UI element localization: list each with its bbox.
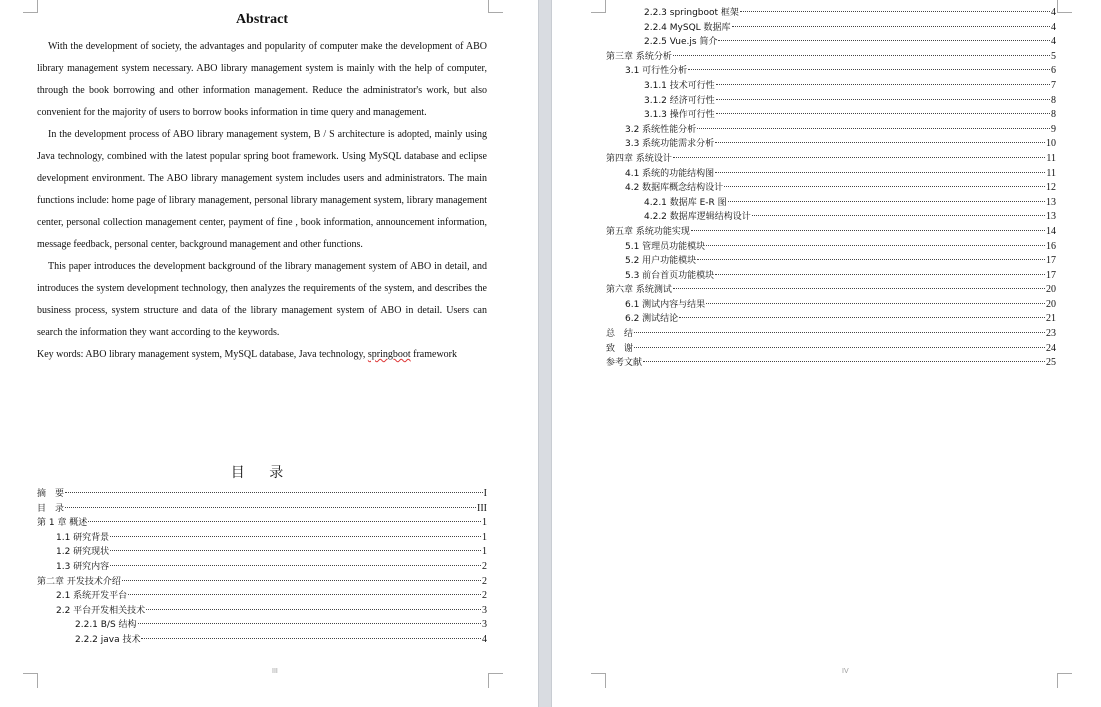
toc-entry-label: 第 1 章 概述 [37,518,88,529]
toc-entry-label: 2.2.2 java 技术 [75,634,141,645]
toc-leader-dots [688,69,1050,70]
toc-entry-page: 12 [1046,182,1056,194]
toc-entry-page: 3 [482,604,487,616]
toc-entry-label: 2.2.3 springboot 框架 [644,8,739,18]
toc-entry-label: 4.2 数据库概念结构设计 [625,183,724,194]
crop-mark [488,0,503,13]
abstract-title: Abstract [235,12,289,27]
toc-leader-dots [110,536,481,537]
toc-leader-dots [715,172,1045,173]
toc-entry[interactable] [606,94,1056,109]
toc-entry[interactable] [606,64,1056,79]
toc-entry-label: 1.3 研究内容 [56,561,110,572]
toc-entry[interactable] [606,108,1056,123]
toc-entry-label: 第三章 系统分析 [606,51,672,62]
toc-entry-label: 6.2 测试结论 [625,314,679,325]
page-gutter [538,0,552,707]
toc-entry-page: 4 [1051,7,1056,18]
toc-entry[interactable] [37,502,487,517]
toc-leader-dots [88,521,481,522]
page-number: III [272,668,278,675]
toc-title: 目 录 [230,465,294,481]
toc-entry-label: 第五章 系统功能实现 [606,226,690,237]
toc-entry-page: 7 [1051,79,1056,91]
toc-entry-label: 6.1 测试内容与结果 [625,299,706,310]
toc-entry[interactable] [37,575,487,590]
toc-entry[interactable] [606,152,1056,167]
toc-entry-label: 2.2.1 B/S 结构 [75,620,137,631]
toc-leader-dots [138,623,481,624]
toc-entry-page: 2 [482,560,487,572]
toc-entry-page: 8 [1051,109,1056,121]
toc-entry[interactable] [37,516,487,531]
toc-entry-page: 13 [1046,211,1056,223]
abstract-body [37,36,487,366]
toc-entry-page: 17 [1046,255,1056,267]
toc-leader-dots [122,580,481,581]
toc-entry[interactable] [606,327,1056,342]
toc-leader-dots [643,361,1045,362]
toc-entry-page: 4 [1051,36,1056,48]
crop-mark [23,0,38,13]
toc-entry-label: 目 录 [37,503,65,514]
toc-entry[interactable] [606,196,1056,211]
toc-entry-page: 25 [1046,357,1056,369]
toc-entry-label: 3.2 系统性能分析 [625,124,697,135]
toc-leader-dots [752,215,1045,216]
toc-entry-label: 总 结 [606,329,634,340]
crop-mark [591,673,606,688]
toc-entry[interactable] [37,589,487,604]
toc-entry-label: 1.1 研究背景 [56,532,110,543]
toc-entry-page: 11 [1046,167,1056,179]
document-page-left [0,0,538,707]
spellcheck-flagged-word: springboot [367,349,411,360]
crop-mark [1057,673,1072,688]
toc-entry-page: 5 [1051,50,1056,62]
toc-entry-label: 3.3 系统功能需求分析 [625,139,715,150]
toc-entry[interactable] [37,604,487,619]
toc-entry-page: 17 [1046,269,1056,281]
crop-mark [488,673,503,688]
toc-entry-page: 21 [1046,313,1056,325]
toc-entry-label: 3.1.3 操作可行性 [644,110,715,121]
toc-leader-dots [716,84,1050,85]
toc-leader-dots [728,201,1045,202]
toc-leader-dots [706,303,1045,304]
toc-entry[interactable] [606,269,1056,284]
abstract-paragraph: In the development process of ABO library management system, B / S architecture is adopted, mainly using Java technology, combined with the latest popular spring boot framework. Using MySQL database and eclipse development environment. The ABO library management system includes users and administrators. The main functions include: home page of library management, personal library management system, library management center, personal collection management center, payment of fine , book information, announcement information, message feedback, personal center, background management and other functions. [37,129,487,250]
toc-entry-page: 20 [1046,298,1056,310]
toc-entry-page: 23 [1046,328,1056,340]
toc-entry[interactable] [37,618,487,633]
crop-mark [1057,0,1072,13]
toc-entry-page: 8 [1051,94,1056,106]
toc-leader-dots [697,128,1050,129]
toc-leader-dots [715,142,1045,143]
toc-entry-page: 10 [1046,138,1056,150]
keywords-text: Key words: ABO library management system, MySQL database, Java technology, [37,349,368,360]
toc-entry-page: 11 [1046,152,1056,164]
toc-entry-label: 5.2 用户功能模块 [625,256,697,267]
toc-entry-page: 4 [482,633,487,645]
toc-entry-label: 3.1 可行性分析 [625,66,688,77]
toc-entry-label: 2.2.4 MySQL 数据库 [644,22,731,33]
toc-entry[interactable] [606,283,1056,298]
toc-entry-label: 4.1 系统的功能结构图 [625,168,715,179]
toc-list-right [606,6,1056,371]
crop-mark [591,0,606,13]
toc-entry-label: 1.2 研究现状 [56,547,110,558]
toc-entry-page: I [483,488,487,499]
toc-entry-label: 第四章 系统设计 [606,153,672,164]
toc-entry[interactable] [606,50,1056,65]
toc-leader-dots [732,26,1050,27]
toc-entry-page: 20 [1046,284,1056,296]
toc-leader-dots [679,317,1045,318]
toc-entry-page: 2 [482,590,487,602]
toc-entry-page: 2 [482,575,487,587]
toc-entry[interactable] [606,356,1056,371]
toc-leader-dots [673,55,1050,56]
toc-entry-label: 参考文献 [606,358,643,369]
toc-leader-dots [65,507,476,508]
toc-entry-label: 5.3 前台首页功能模块 [625,270,715,281]
toc-leader-dots [673,157,1045,158]
toc-entry[interactable] [606,181,1056,196]
toc-leader-dots [724,186,1045,187]
toc-entry[interactable] [606,298,1056,313]
toc-entry[interactable] [606,35,1056,50]
toc-leader-dots [715,274,1045,275]
toc-leader-dots [65,492,483,493]
toc-entry-page: 6 [1051,65,1056,77]
toc-leader-dots [110,550,481,551]
toc-leader-dots [697,259,1045,260]
toc-leader-dots [146,609,481,610]
keywords-text-end: framework [410,349,458,360]
toc-entry-page: 13 [1046,196,1056,208]
toc-leader-dots [141,638,481,639]
toc-leader-dots [634,332,1045,333]
crop-mark [23,673,38,688]
toc-entry-label: 2.2 平台开发相关技术 [56,605,146,616]
toc-leader-dots [691,230,1045,231]
toc-leader-dots [716,113,1050,114]
toc-leader-dots [740,11,1050,12]
toc-entry[interactable] [606,21,1056,36]
toc-entry-page: 24 [1046,342,1056,354]
toc-leader-dots [718,40,1050,41]
toc-entry-page: 1 [482,546,487,558]
toc-entry-page: 4 [1051,21,1056,33]
toc-leader-dots [110,565,481,566]
toc-entry-page: III [477,502,487,514]
abstract-paragraph: With the development of society, the advantages and popularity of computer make the development of ABO library management system necessary. ABO library management system is mainly with the help of computer, through the book borrowing and other information management. Reduce the administrator's work, but also convenient for the majority of users to borrow books information in time query and management. [37,41,487,118]
toc-entry[interactable] [606,6,1056,21]
toc-entry[interactable] [606,167,1056,182]
toc-entry[interactable] [606,225,1056,240]
toc-entry-page: 1 [482,517,487,529]
toc-entry[interactable] [606,210,1056,225]
toc-list-left [37,487,487,648]
toc-entry-label: 3.1.2 经济可行性 [644,95,715,106]
toc-entry-label: 致 谢 [606,343,634,354]
toc-entry-label: 4.2.1 数据库 E-R 图 [644,197,727,208]
toc-entry-label: 2.2.5 Vue.js 简介 [644,37,718,48]
toc-entry-label: 2.1 系统开发平台 [56,591,128,602]
toc-entry[interactable] [606,254,1056,269]
toc-entry[interactable] [37,560,487,575]
toc-leader-dots [716,99,1050,100]
toc-entry-page: 3 [482,619,487,631]
toc-entry-label: 4.2.2 数据库逻辑结构设计 [644,212,751,223]
toc-leader-dots [706,245,1045,246]
toc-leader-dots [128,594,481,595]
page-number: IV [842,668,849,675]
toc-leader-dots [634,347,1045,348]
abstract-paragraph: This paper introduces the development background of the library management system of ABO in detail, and introduces the system development technology, then analyzes the requirements of the system, and describes the business process, system structure and data of the library management system of ABO in detail. Users can search the information they want according to the keywords. [37,261,487,338]
toc-entry-page: 14 [1046,225,1056,237]
toc-entry[interactable] [606,240,1056,255]
toc-entry[interactable] [606,137,1056,152]
toc-entry[interactable] [37,531,487,546]
toc-leader-dots [673,288,1045,289]
toc-entry-label: 摘 要 [37,489,65,499]
toc-entry[interactable] [37,633,487,648]
toc-entry[interactable] [606,312,1056,327]
toc-entry[interactable] [606,342,1056,357]
toc-entry[interactable] [37,487,487,502]
keywords-line [37,344,487,366]
toc-entry-page: 16 [1046,240,1056,252]
toc-entry[interactable] [606,123,1056,138]
toc-entry-label: 5.1 管理员功能模块 [625,241,706,252]
toc-entry[interactable] [37,545,487,560]
toc-entry-label: 3.1.1 技术可行性 [644,80,715,91]
toc-entry-label: 第二章 开发技术介绍 [37,576,121,587]
toc-entry[interactable] [606,79,1056,94]
toc-entry-page: 1 [482,531,487,543]
toc-entry-label: 第六章 系统测试 [606,285,672,296]
toc-entry-page: 9 [1051,123,1056,135]
